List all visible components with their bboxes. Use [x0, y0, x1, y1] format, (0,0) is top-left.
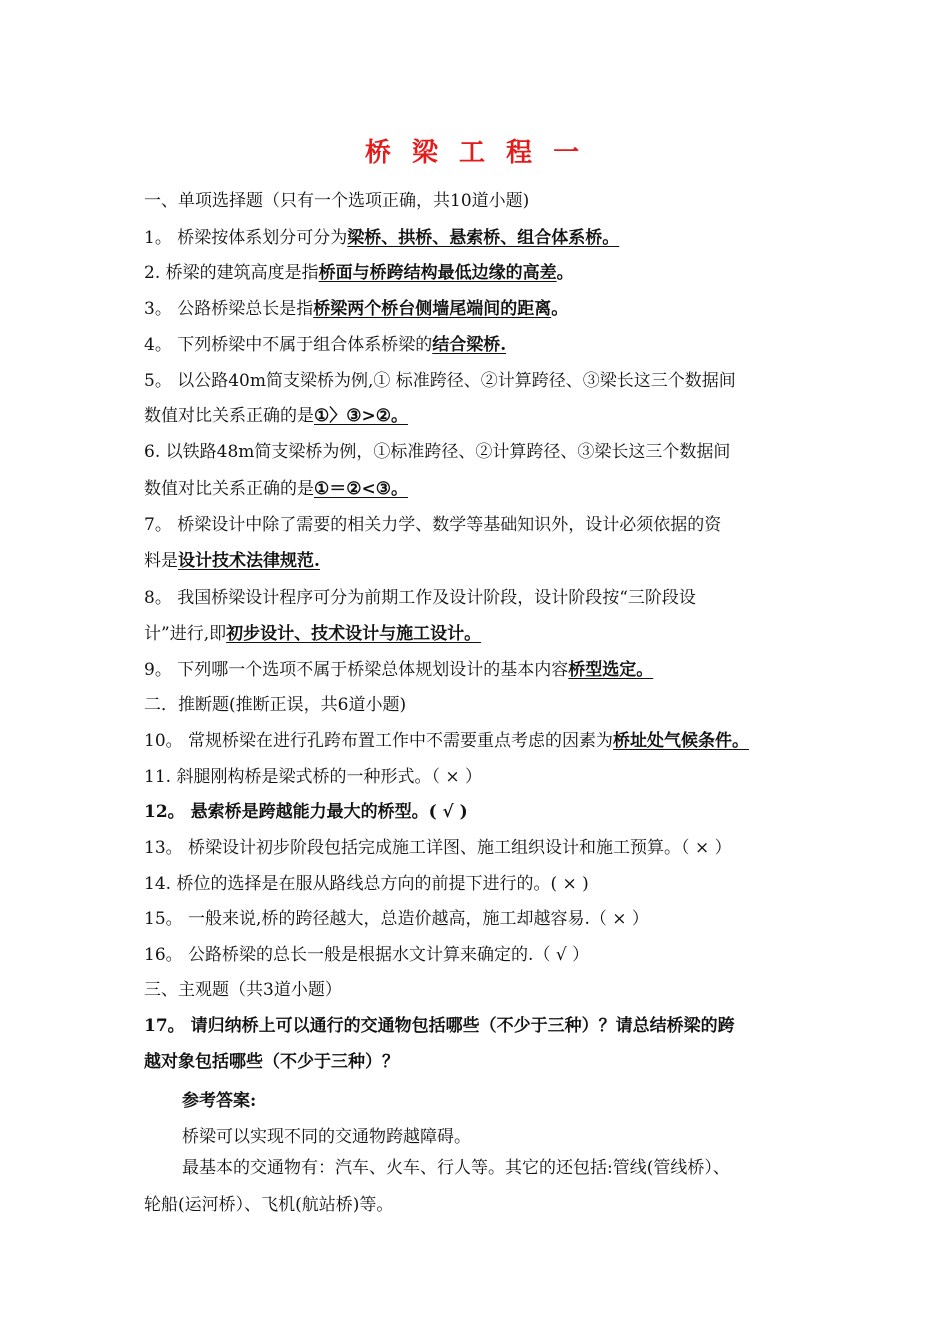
question-7-line-2: [144, 550, 824, 572]
answer-paragraph-2-line-2: 轮船(运河桥）、飞机(航站桥)等。: [144, 1195, 394, 1215]
question-text: 1。 桥梁按体系划分可分为: [144, 228, 348, 248]
question-17-line-2: 越对象包括哪些（不少于三种）？: [144, 1052, 399, 1072]
question-text: 3。 公路桥梁总长是指: [144, 299, 314, 319]
answer-paragraph-1: 桥梁可以实现不同的交通物跨越障碍。: [182, 1127, 471, 1147]
question-text: 料是: [144, 551, 178, 571]
question-text: 10。 常规桥梁在进行孔跨布置工作中不需要重点考虑的因素为: [144, 731, 614, 751]
question-17-line-1: 17。 请归纳桥上可以通行的交通物包括哪些（不少于三种）？请总结桥梁的跨: [144, 1016, 735, 1036]
question-8-line-2: [144, 623, 824, 645]
question-text: 4。 下列桥梁中不属于组合体系桥梁的: [144, 335, 433, 355]
question-13: 13。 桥梁设计初步阶段包括完成施工详图、施工组织设计和施工预算。（ × ）: [144, 838, 732, 858]
question-16: 16。 公路桥梁的总长一般是根据水文计算来确定的.（ √ ）: [144, 945, 590, 965]
question-text: 2. 桥梁的建筑高度是指: [144, 263, 319, 283]
question-9: [144, 659, 824, 681]
question-14: 14. 桥位的选择是在服从路线总方向的前提下进行的。( × ): [144, 874, 589, 894]
section-heading-single-choice: 一、单项选择题（只有一个选项正确，共10道小题): [144, 191, 530, 211]
question-15: 15。 一般来说,桥的跨径越大，总造价越高，施工却越容易.（ × ）: [144, 909, 649, 929]
question-3: [144, 298, 824, 320]
question-6-line-1: 6. 以铁路48m简支梁桥为例，①标准跨径、②计算跨径、③梁长这三个数据间: [144, 442, 731, 462]
question-answer: ①〉③>②。: [314, 406, 408, 426]
question-answer: 桥面与桥跨结构最低边缘的高差: [318, 263, 557, 283]
question-answer: 梁桥、拱桥、悬索桥、组合体系桥。: [347, 228, 620, 248]
question-1: [144, 227, 824, 249]
question-answer: 初步设计、技术设计与施工设计。: [226, 624, 482, 644]
question-answer: ①＝②<③。: [314, 479, 408, 499]
question-tail: 。: [551, 299, 569, 319]
question-10: [144, 730, 824, 752]
section-heading-subjective: 三、主观题（共3道小题）: [144, 980, 342, 1000]
question-text: 9。 下列哪一个选项不属于桥梁总体规划设计的基本内容: [144, 660, 569, 680]
question-answer: 桥梁两个桥台侧墙尾端间的距离: [313, 299, 552, 319]
section-heading-true-false: 二．推断题(推断正误，共6道小题): [144, 695, 407, 715]
question-tail: 。: [556, 263, 574, 283]
question-answer: 结合梁桥.: [432, 335, 507, 355]
question-text: 数值对比关系正确的是: [144, 479, 314, 499]
question-6-line-2: [144, 478, 824, 500]
question-8-line-1: 8。 我国桥梁设计程序可分为前期工作及设计阶段，设计阶段按“三阶段设: [144, 588, 696, 608]
question-5-line-1: 5。 以公路40m简支梁桥为例,① 标准跨径、②计算跨径、③梁长这三个数据间: [144, 371, 736, 391]
question-answer: 桥址处气候条件。: [613, 731, 750, 751]
answer-paragraph-2-line-1: 最基本的交通物有：汽车、火车、行人等。其它的还包括:管线(管线桥）、: [182, 1158, 730, 1178]
question-5-line-2: [144, 405, 824, 427]
document-title: 桥 梁 工 程 一: [364, 138, 586, 168]
question-12: 12。 悬索桥是跨越能力最大的桥型。( √ ): [144, 802, 468, 822]
question-answer: 设计技术法律规范.: [178, 551, 320, 571]
question-text: 数值对比关系正确的是: [144, 406, 314, 426]
question-answer: 桥型选定。: [568, 660, 654, 680]
question-7-line-1: 7。 桥梁设计中除了需要的相关力学、数学等基础知识外，设计必须依据的资: [144, 515, 722, 535]
question-text: 计”进行,即: [144, 624, 227, 644]
question-11: 11. 斜腿刚构桥是梁式桥的一种形式。（ × ）: [144, 767, 482, 787]
question-2: [144, 262, 824, 284]
question-4: [144, 334, 824, 356]
reference-answer-label: 参考答案:: [182, 1091, 257, 1111]
